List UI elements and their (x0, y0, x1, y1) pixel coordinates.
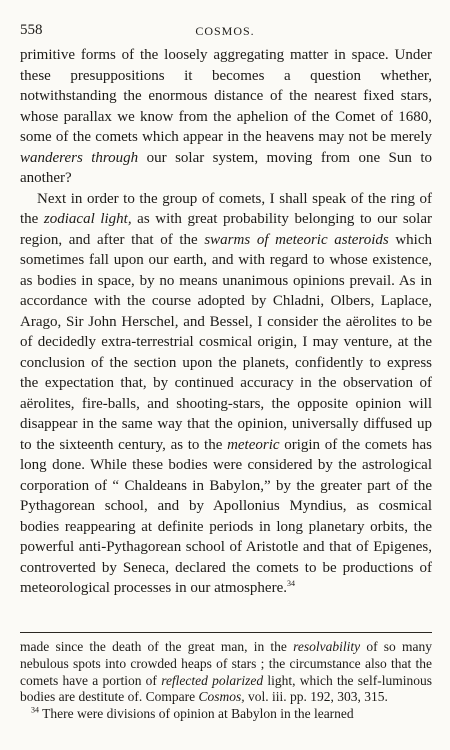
text-run: made since the death of the great man, in the (20, 639, 294, 654)
text-run: of so many nebulous spots into crowded heaps of stars ; the circumstance also that the comets have a portion of (20, 639, 432, 688)
italic-text: swarms of meteoric asteroids (204, 231, 389, 248)
italic-text: wanderers through (20, 149, 139, 166)
italic-text: reflected polarized (161, 672, 264, 688)
footnote-divider (20, 632, 432, 633)
text-run: Next in order to the group of comets, I shall speak of the ring of the (20, 190, 432, 227)
italic-text: Cosmos, (198, 689, 245, 705)
text-run: which sometimes fall upon our earth, and with regard to whose existence, as bodies in space, by no means unanimous opinions prevail. As in accordance with the course adopted by Chladni, Olbers, Laplace, Arago, Sir John Herschel, and Bessel, I consider the aërolites to be of decidedly extra-terrestrial cosmical origin, I may venture, at the conclusion of the section upon the planets, confidently to express the expectation that, by continued accuracy in the observation of aërolites, fire-balls, and shooting-stars, the opposite opinion will disappear in the same way that the opinion, universally diffused up to the sixteenth century, as to the (20, 231, 432, 453)
text-run: primitive forms of the loosely aggregating matter in space. Under these presuppositions it becomes a question whether, notwithstanding the enormous distance of the nearest fixed stars, whose parallax we know from the aphelion of the Comet of 1680, some of the comets which appear in the heavens may not be merely (20, 47, 432, 145)
text-run: our solar system, moving from one Sun to another? (20, 149, 433, 186)
footnote-number: 34 (31, 705, 39, 715)
running-title: COSMOS. (195, 24, 255, 38)
footnote-ref: 34 (287, 579, 295, 588)
page-number: 558 (20, 22, 43, 38)
italic-text: resolvability (293, 639, 361, 654)
text-run: as with great probability belonging to our solar region, and after that of the (20, 211, 432, 248)
italic-text: meteoric (227, 436, 280, 453)
text-run: origin of the comets has long done. While these bodies were considered by the astrological corporation of “ Chaldeans in Babylon,” by the greater part of the Pythagorean school, and by Apollonius Myndius, as cosmical bodies reappearing at definite periods in long planetary orbits, the powerful anti-Pythagorean school of Aristotle and that of Epigenes, controverted by Seneca, declared the comets to be productions of meteorological processes in our atmosphere. (20, 436, 433, 596)
footnote-continued (20, 639, 432, 706)
page-header (0, 22, 450, 42)
text-run: light, which the self-luminous bodies are destitute of. Compare (20, 672, 432, 705)
paragraph-1 (20, 45, 432, 189)
footnotes (20, 639, 432, 723)
paragraph-2 (20, 189, 432, 599)
text-run: vol. iii. pp. 192, 303, 315. (244, 689, 388, 705)
main-text (20, 45, 432, 599)
text-run: There were divisions of opinion at Babylon in the learned (39, 706, 354, 722)
footnote-34 (20, 706, 432, 723)
italic-text: zodiacal light, (43, 211, 132, 227)
